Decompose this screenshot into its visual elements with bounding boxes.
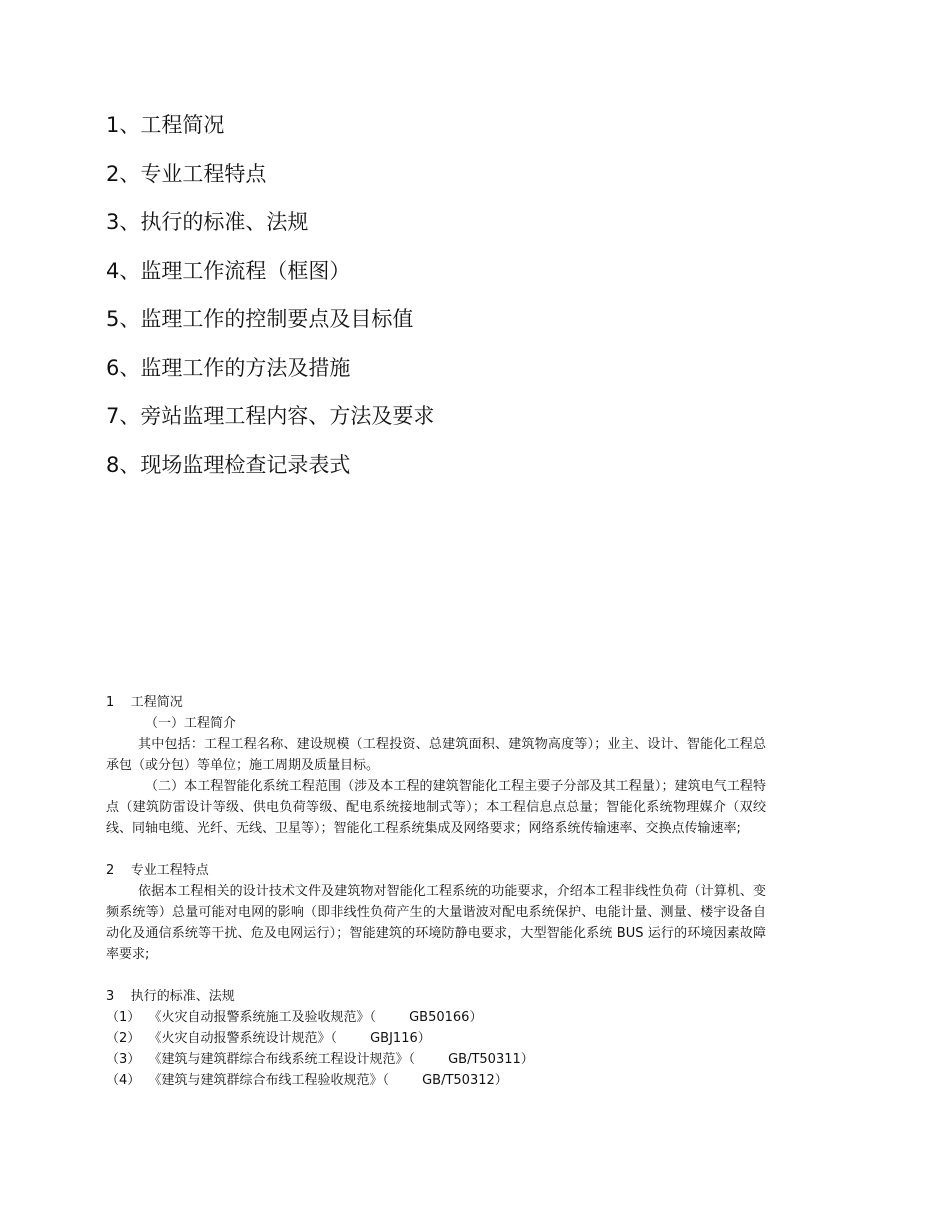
toc-item: 1、工程简况 [106,113,225,137]
toc-item: 2、专业工程特点 [106,161,267,186]
toc-item: 4、监理工作流程（框图） [106,258,351,283]
toc-item: 6、监理工作的方法及措施 [106,355,351,380]
toc-item: 5、监理工作的控制要点及目标值 [106,307,414,331]
standard-item: （1） 《火灾自动报警系统施工及验收规范》（ GB50166） [106,1010,483,1025]
subsection-heading: （一）工程简介 [145,716,237,731]
table-of-contents [106,113,434,501]
toc-item: 8、现场监理检查记录表式 [106,452,351,477]
toc-item: 7、旁站监理工程内容、方法及要求 [106,404,435,428]
section-heading: 2 专业工程特点 [106,863,209,878]
section-heading: 3 执行的标准、法规 [106,989,235,1004]
document-body [106,692,766,1091]
standard-item: （3） 《建筑与建筑群综合布线系统工程设计规范》（ GB/T50311） [106,1052,534,1067]
toc-item: 3、执行的标准、法规 [106,210,309,234]
paragraph: 依据本工程相关的设计技术文件及建筑物对智能化工程系统的功能要求，介绍本工程非线性负荷（计算机、变频系统等）总量可能对电网的影响（即非线性负荷产生的大量谐波对配电系统保护、电能计量、测量、楼宇设备自动化及通信系统等干扰、危及电网运行）；智能建筑的环境防静电要求，大型智能化系统 BUS 运行的环境因素故障率要求; [106,884,766,962]
paragraph: （二）本工程智能化系统工程范围（涉及本工程的建筑智能化工程主要子分部及其工程量）；建筑电气工程特点（建筑防雷设计等级、供电负荷等级、配电系统接地制式等）；本工程信息点总量；智能化系统物理媒介（双绞线、同轴电缆、光纤、无线、卫星等）；智能化工程系统集成及网络要求；网络系统传输速率、交换点传输速率; [106,779,766,836]
paragraph: 其中包括：工程工程名称、建设规模（工程投资、总建筑面积、建筑物高度等）；业主、设计、智能化工程总承包（或分包）等单位；施工周期及质量目标。 [106,737,766,773]
section-heading: 1 工程简况 [106,695,183,710]
standard-item: （2） 《火灾自动报警系统设计规范》（ GBJ116） [106,1031,431,1046]
standard-item: （4） 《建筑与建筑群综合布线工程验收规范》（ GB/T50312） [106,1073,508,1088]
